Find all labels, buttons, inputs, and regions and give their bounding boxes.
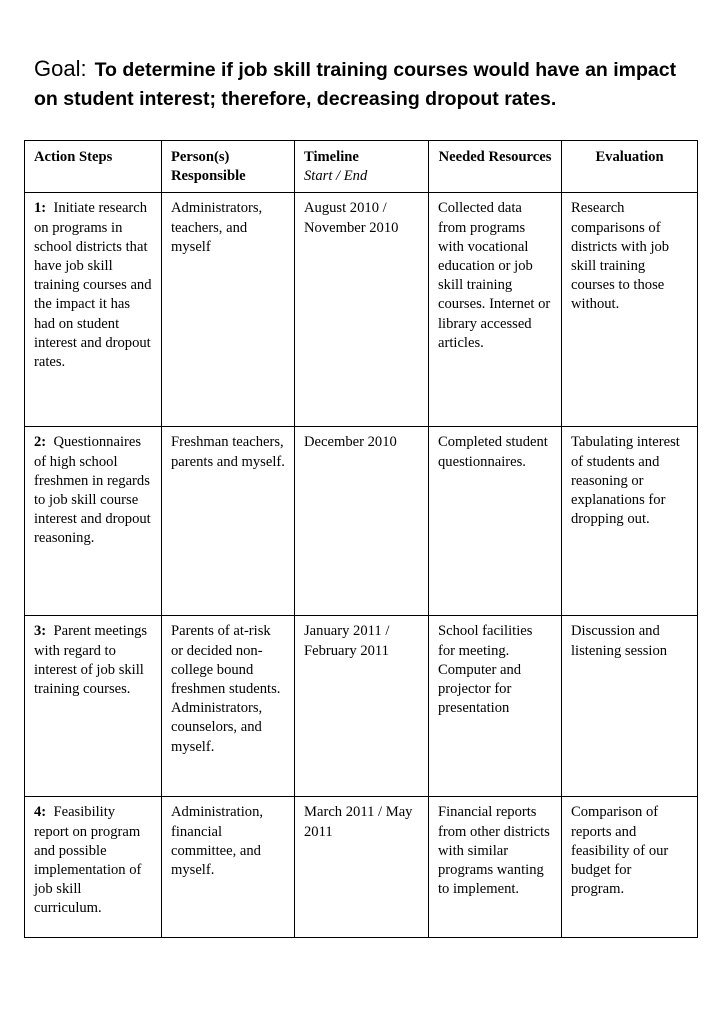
header-evaluation: Evaluation [562,141,698,193]
cell-evaluation: Research comparisons of districts with job skill training courses to those without. [562,193,698,427]
cell-persons: Administrators, teachers, and myself [162,193,295,427]
cell-persons: Parents of at-risk or decided non-college bound freshmen students. Administrators, counselors, and myself. [162,616,295,797]
table-row [25,193,698,427]
step-number: 3: [34,623,47,640]
cell-resources: Collected data from programs with vocational education or job skill training courses. Internet or library accessed articles. [429,193,562,427]
cell-action-step [25,193,162,427]
action-plan-table [24,140,698,938]
goal-label: Goal: [34,56,87,81]
cell-resources: School facilities for meeting. Computer and projector for presentation [429,616,562,797]
cell-timeline: August 2010 / November 2010 [295,193,429,427]
table-header-row [25,141,698,193]
header-timeline-label: Timeline [304,149,359,165]
cell-resources: Financial reports from other districts with similar programs wanting to implement. [429,797,562,938]
cell-timeline: January 2011 / February 2011 [295,616,429,797]
header-action-steps: Action Steps [25,141,162,193]
step-number: 1: [34,200,47,217]
cell-evaluation: Tabulating interest of students and reasoning or explanations for dropping out. [562,427,698,616]
cell-action-step [25,797,162,938]
goal-statement [34,54,704,114]
cell-evaluation: Comparison of reports and feasibility of our budget for program. [562,797,698,938]
header-timeline [295,141,429,193]
step-text: Parent meetings with regard to interest of job skill training courses. [34,623,148,698]
step-text: Initiate research on programs in school districts that have job skill training courses and the impact it has had on student interest and dropout rates. [34,200,152,371]
cell-action-step [25,427,162,616]
cell-persons: Administration, financial committee, and myself. [162,797,295,938]
table-row [25,427,698,616]
cell-persons: Freshman teachers, parents and myself. [162,427,295,616]
cell-resources: Completed student questionnaires. [429,427,562,616]
goal-text: To determine if job skill training courses would have an impact on student interest; therefore, decreasing dropout rates. [34,59,677,110]
cell-timeline: December 2010 [295,427,429,616]
cell-timeline: March 2011 / May 2011 [295,797,429,938]
cell-evaluation: Discussion and listening session [562,616,698,797]
header-needed-resources: Needed Resources [429,141,562,193]
table-row [25,616,698,797]
header-persons-responsible: Person(s) Responsible [162,141,295,193]
cell-action-step [25,616,162,797]
step-number: 2: [34,434,47,451]
table-row [25,797,698,938]
step-text: Questionnaires of high school freshmen in regards to job skill course interest and dropout reasoning. [34,434,151,547]
header-timeline-sub: Start / End [304,168,368,185]
step-text: Feasibility report on program and possible implementation of job skill curriculum. [34,804,142,917]
step-number: 4: [34,804,47,821]
